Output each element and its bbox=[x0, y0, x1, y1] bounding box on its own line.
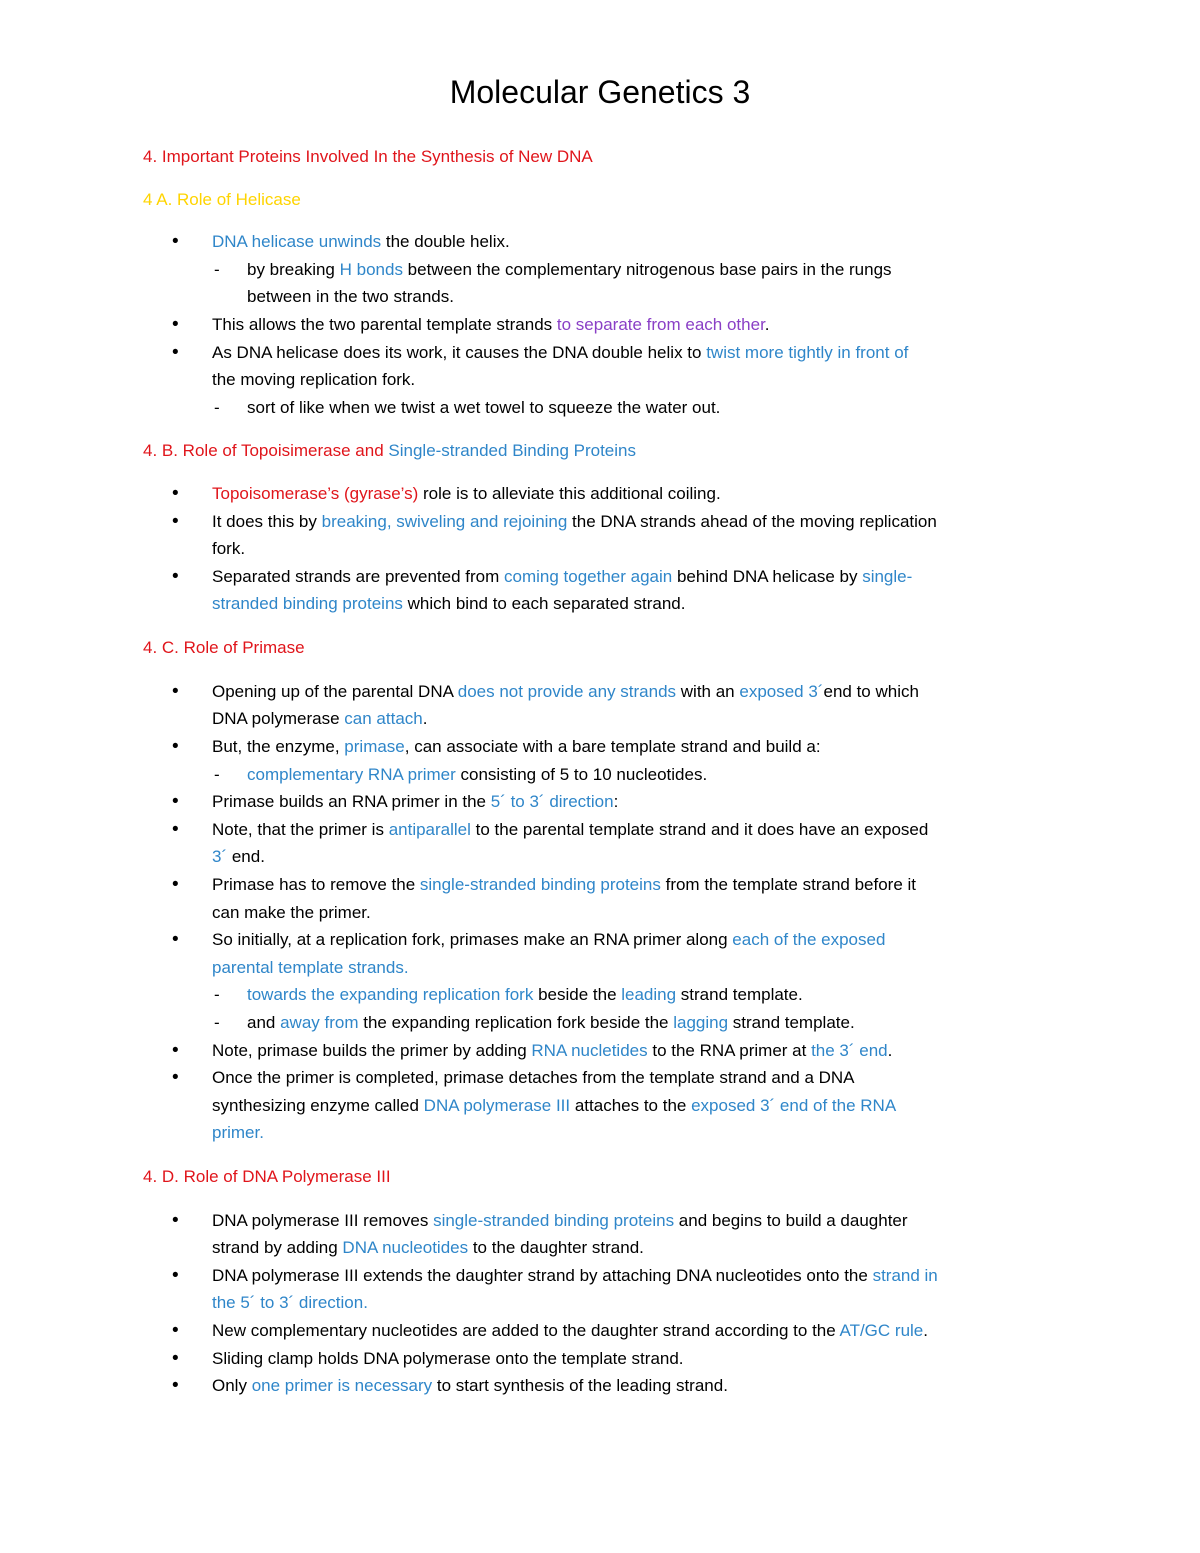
text-segment: RNA nucletides bbox=[531, 1041, 648, 1060]
text-line bbox=[212, 680, 919, 704]
text-segment: exposed 3´ bbox=[739, 682, 824, 701]
text-segment: Only bbox=[212, 1376, 252, 1395]
text-segment: between the complementary nitrogenous base pairs in the rungs bbox=[402, 260, 892, 279]
text-segment: Once the primer is completed, primase detaches from the template strand and a DNA bbox=[212, 1068, 855, 1087]
text-segment: exposed 3´ end of the RNA bbox=[691, 1096, 897, 1115]
text-line bbox=[212, 818, 928, 842]
text-segment: 5´ to 3´ direction bbox=[490, 792, 614, 811]
bullet-icon: • bbox=[172, 342, 179, 363]
text-segment: . bbox=[887, 1041, 893, 1060]
section-heading bbox=[143, 636, 305, 660]
bullet-icon: • bbox=[172, 819, 179, 840]
text-segment: by breaking bbox=[247, 260, 340, 279]
text-segment: the 5´ to 3´ direction. bbox=[212, 1293, 368, 1312]
text-line bbox=[212, 707, 427, 731]
text-segment: Primase builds an RNA primer in the bbox=[212, 792, 491, 811]
text-segment: : bbox=[613, 792, 619, 811]
text-segment: away from bbox=[280, 1013, 359, 1032]
dash-marker: - bbox=[214, 1013, 220, 1032]
text-line bbox=[212, 230, 510, 254]
text-segment: twist more tightly in front of bbox=[706, 343, 909, 362]
bullet-icon: • bbox=[172, 483, 179, 504]
text-line bbox=[212, 1347, 684, 1371]
text-segment: with an bbox=[676, 682, 740, 701]
text-segment: single- bbox=[862, 567, 913, 586]
text-segment: can attach bbox=[344, 709, 423, 728]
text-line bbox=[247, 983, 803, 1007]
text-line bbox=[212, 1121, 264, 1145]
text-line bbox=[212, 341, 908, 365]
text-segment: It does this by bbox=[212, 512, 322, 531]
bullet-icon: • bbox=[172, 314, 179, 335]
bullet-icon: • bbox=[172, 1320, 179, 1341]
text-segment: fork. bbox=[212, 539, 246, 558]
text-segment: complementary RNA primer bbox=[247, 765, 456, 784]
bullet-icon: • bbox=[172, 1210, 179, 1231]
text-segment: to the daughter strand. bbox=[468, 1238, 644, 1257]
text-segment: DNA polymerase III bbox=[423, 1096, 571, 1115]
text-line bbox=[212, 901, 371, 925]
text-segment: 4. Important Proteins Involved In the Synthesis of New DNA bbox=[143, 147, 593, 166]
text-segment: primer. bbox=[212, 1123, 264, 1142]
text-segment: lagging bbox=[673, 1013, 729, 1032]
text-segment: 4 A. Role of Helicase bbox=[143, 190, 301, 209]
text-segment: DNA polymerase III extends the daughter strand by attaching DNA nucleotides onto the bbox=[212, 1266, 873, 1285]
text-segment: leading bbox=[621, 985, 677, 1004]
text-segment: which bind to each separated strand. bbox=[402, 594, 686, 613]
text-segment: consisting of 5 to 10 nucleotides. bbox=[455, 765, 708, 784]
text-segment: breaking, swiveling and rejoining bbox=[321, 512, 568, 531]
text-segment: and begins to build a daughter bbox=[674, 1211, 908, 1230]
text-line bbox=[212, 368, 415, 392]
text-segment: the expanding replication fork beside the bbox=[358, 1013, 674, 1032]
text-segment: beside the bbox=[533, 985, 622, 1004]
text-segment: strand by adding bbox=[212, 1238, 343, 1257]
text-line bbox=[212, 1094, 896, 1118]
text-segment: . bbox=[923, 1321, 928, 1340]
text-segment: 4. C. Role of Primase bbox=[143, 638, 305, 657]
text-line bbox=[212, 565, 912, 589]
text-segment: So initially, at a replication fork, primases make an RNA primer along bbox=[212, 930, 733, 949]
text-line bbox=[212, 735, 821, 759]
bullet-icon: • bbox=[172, 1265, 179, 1286]
text-segment: antiparallel bbox=[388, 820, 471, 839]
text-line bbox=[212, 482, 721, 506]
text-segment: New complementary nucleotides are added to the daughter strand according to the bbox=[212, 1321, 840, 1340]
text-line bbox=[247, 396, 720, 420]
text-segment: to the RNA primer at bbox=[647, 1041, 812, 1060]
text-line bbox=[247, 258, 892, 282]
text-segment: 3´ bbox=[212, 847, 228, 866]
text-segment: synthesizing enzyme called bbox=[212, 1096, 424, 1115]
text-segment: one primer is necessary bbox=[251, 1376, 433, 1395]
bullet-icon: • bbox=[172, 736, 179, 757]
text-segment: AT/GC rule bbox=[839, 1321, 924, 1340]
bullet-icon: • bbox=[172, 1040, 179, 1061]
text-segment: towards the expanding replication fork bbox=[247, 985, 534, 1004]
text-segment: end. bbox=[227, 847, 265, 866]
text-segment: the double helix. bbox=[381, 232, 510, 251]
page-title: Molecular Genetics 3 bbox=[449, 74, 751, 110]
text-segment: Note, primase builds the primer by adding bbox=[212, 1041, 532, 1060]
text-line bbox=[212, 1209, 908, 1233]
text-segment: attaches to the bbox=[570, 1096, 692, 1115]
text-segment: role is to alleviate this additional coiling. bbox=[418, 484, 721, 503]
text-segment: Primase has to remove the bbox=[212, 875, 420, 894]
text-segment: primase bbox=[344, 737, 405, 756]
text-line bbox=[247, 285, 454, 309]
text-segment: and bbox=[247, 1013, 281, 1032]
text-segment: to the parental template strand and it does have an exposed bbox=[470, 820, 929, 839]
text-segment: Sliding clamp holds DNA polymerase onto the template strand. bbox=[212, 1349, 684, 1368]
text-line bbox=[247, 1011, 855, 1035]
section-heading bbox=[143, 1165, 391, 1189]
text-segment: , can associate with a bare template strand and build a: bbox=[404, 737, 821, 756]
bullet-icon: • bbox=[172, 566, 179, 587]
text-segment: the 3´ end bbox=[811, 1041, 888, 1060]
section-heading bbox=[143, 145, 593, 169]
text-line bbox=[212, 510, 937, 534]
text-line bbox=[212, 1374, 728, 1398]
dash-marker: - bbox=[214, 260, 220, 279]
text-segment: strand template. bbox=[676, 985, 803, 1004]
text-line bbox=[212, 1264, 938, 1288]
text-segment: coming together again bbox=[504, 567, 673, 586]
text-segment: This allows the two parental template strands bbox=[212, 315, 557, 334]
text-segment: from the template strand before it bbox=[660, 875, 916, 894]
text-segment: can make the primer. bbox=[212, 903, 371, 922]
text-segment: to start synthesis of the leading strand. bbox=[432, 1376, 728, 1395]
text-line bbox=[212, 537, 245, 561]
text-segment: H bonds bbox=[339, 260, 403, 279]
text-segment: . bbox=[764, 315, 770, 334]
text-segment: behind DNA helicase by bbox=[672, 567, 863, 586]
text-segment: between in the two strands. bbox=[247, 287, 454, 306]
text-segment: to separate from each other bbox=[556, 315, 765, 334]
section-heading bbox=[143, 439, 636, 463]
text-segment: parental template strands. bbox=[212, 958, 409, 977]
bullet-icon: • bbox=[172, 511, 179, 532]
text-line bbox=[247, 763, 707, 787]
text-segment: DNA nucleotides bbox=[342, 1238, 469, 1257]
text-line bbox=[212, 1319, 928, 1343]
text-line bbox=[212, 956, 409, 980]
bullet-icon: • bbox=[172, 929, 179, 950]
bullet-icon: • bbox=[172, 1348, 179, 1369]
text-line bbox=[212, 592, 686, 616]
text-segment: Topoisomerase’s (gyrase’s) bbox=[212, 484, 419, 503]
text-segment: As DNA helicase does its work, it causes the DNA double helix to bbox=[212, 343, 707, 362]
text-segment: single-stranded binding proteins bbox=[433, 1211, 675, 1230]
bullet-icon: • bbox=[172, 874, 179, 895]
bullet-icon: • bbox=[172, 1067, 179, 1088]
dash-marker: - bbox=[214, 398, 220, 417]
text-segment: single-stranded binding proteins bbox=[419, 875, 661, 894]
text-segment: end to which bbox=[823, 682, 919, 701]
bullet-icon: • bbox=[172, 1375, 179, 1396]
text-segment: strand template. bbox=[728, 1013, 855, 1032]
text-segment: sort of like when we twist a wet towel to squeeze the water out. bbox=[247, 398, 721, 417]
text-segment: 4. B. Role of Topoisimerase and bbox=[143, 441, 389, 460]
dash-marker: - bbox=[214, 765, 220, 784]
text-segment: Opening up of the parental DNA bbox=[212, 682, 458, 701]
bullet-icon: • bbox=[172, 231, 179, 252]
text-segment: 4. D. Role of DNA Polymerase III bbox=[143, 1167, 391, 1186]
text-segment: strand in bbox=[872, 1266, 938, 1285]
bullet-icon: • bbox=[172, 681, 179, 702]
text-line bbox=[212, 790, 618, 814]
text-line bbox=[212, 1066, 855, 1090]
text-segment: DNA polymerase III removes bbox=[212, 1211, 434, 1230]
section-heading bbox=[143, 188, 301, 212]
text-line bbox=[212, 313, 770, 337]
text-segment: the DNA strands ahead of the moving replication bbox=[567, 512, 937, 531]
text-segment: stranded binding proteins bbox=[212, 594, 403, 613]
text-segment: But, the enzyme, bbox=[212, 737, 345, 756]
text-segment: . bbox=[422, 709, 428, 728]
text-segment: Note, that the primer is bbox=[212, 820, 389, 839]
text-segment: Separated strands are prevented from bbox=[212, 567, 504, 586]
text-line bbox=[212, 845, 265, 869]
text-segment: DNA helicase unwinds bbox=[212, 232, 382, 251]
text-line bbox=[212, 1291, 368, 1315]
bullet-icon: • bbox=[172, 791, 179, 812]
text-line bbox=[212, 1236, 644, 1260]
text-segment: Single-stranded Binding Proteins bbox=[388, 441, 636, 460]
text-line bbox=[212, 928, 885, 952]
text-segment: DNA polymerase bbox=[212, 709, 345, 728]
text-segment: the moving replication fork. bbox=[212, 370, 416, 389]
text-line bbox=[212, 873, 916, 897]
text-segment: each of the exposed bbox=[732, 930, 886, 949]
text-line bbox=[212, 1039, 892, 1063]
text-segment: does not provide any strands bbox=[457, 682, 677, 701]
dash-marker: - bbox=[214, 985, 220, 1004]
